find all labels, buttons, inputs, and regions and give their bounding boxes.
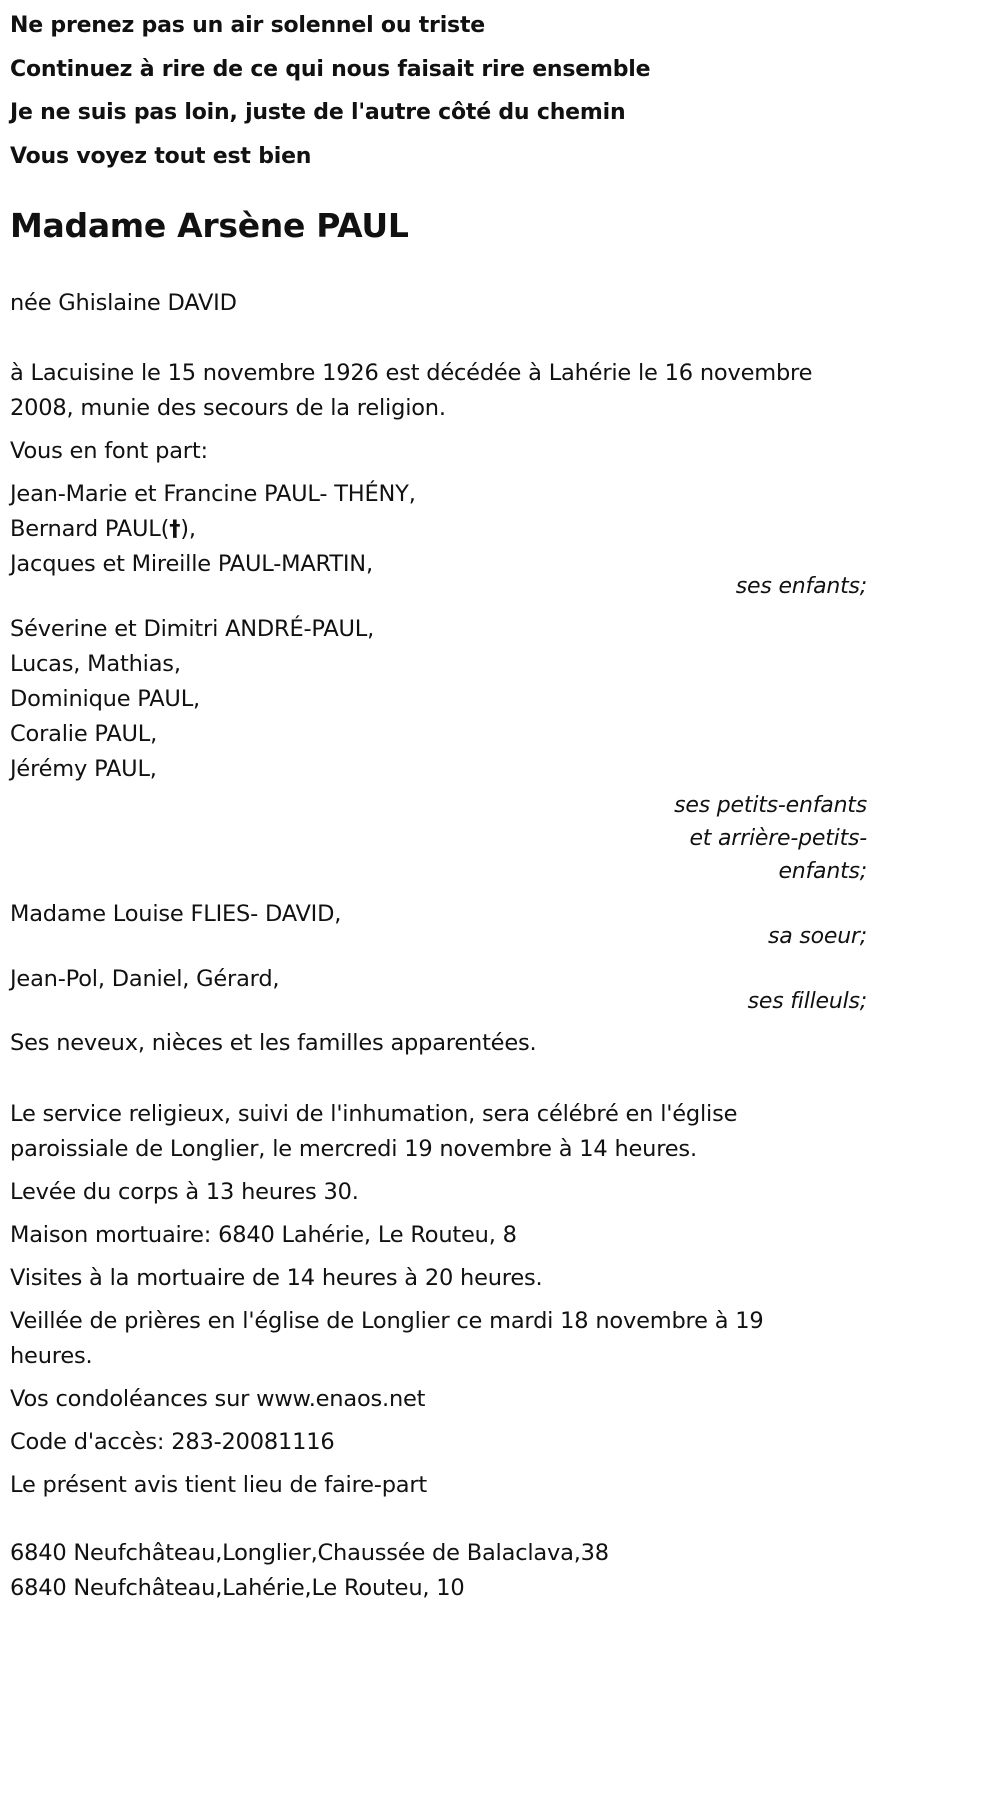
family-member: Séverine et Dimitri ANDRÉ-PAUL,: [10, 616, 375, 642]
family-member: Jean-Pol, Daniel, Gérard,: [10, 966, 280, 992]
condolences-link[interactable]: www.enaos.net: [256, 1386, 426, 1412]
relation-label: ses petits-enfants et arrière-petits- enfants;: [674, 793, 867, 884]
relation-label: ses enfants;: [735, 574, 867, 599]
sister-group: [10, 897, 867, 953]
family-member: Jean-Marie et Francine PAUL- THÉNY,: [10, 481, 416, 507]
address-line: 6840 Neufchâteau,Lahérie,Le Routeu, 10: [10, 1575, 465, 1601]
visiting-hours: Visites à la mortuaire de 14 heures à 20 heures.: [10, 1265, 543, 1291]
bio-line: 2008, munie des secours de la religion.: [10, 395, 446, 421]
deceased-name: Madame Arsène PAUL: [10, 206, 409, 245]
family-member: Coralie PAUL,: [10, 721, 158, 747]
poem-line: Continuez à rire de ce qui nous faisait rire ensemble: [10, 56, 651, 82]
notice-statement: Le présent avis tient lieu de faire-part: [10, 1472, 428, 1498]
ceremony-line: Le service religieux, suivi de l'inhumation, sera célébré en l'église: [10, 1101, 738, 1127]
poem: [10, 4, 867, 178]
maiden-name: née Ghislaine DAVID: [10, 290, 237, 316]
cross-icon: †: [169, 516, 181, 542]
family-member: Lucas, Mathias,: [10, 651, 181, 677]
ceremony-info: [10, 1097, 867, 1167]
relation-label: sa soeur;: [768, 924, 867, 949]
body-lifting-time: Levée du corps à 13 heures 30.: [10, 1179, 359, 1205]
family-member: Dominique PAUL,: [10, 686, 200, 712]
ceremony-line: paroissiale de Longlier, le mercredi 19 novembre à 14 heures.: [10, 1136, 697, 1162]
family-member: Jérémy PAUL,: [10, 756, 157, 782]
poem-line: Je ne suis pas loin, juste de l'autre côté du chemin: [10, 100, 626, 125]
address-line: 6840 Neufchâteau,Longlier,Chaussée de Balaclava,38: [10, 1540, 609, 1566]
condolences: Vos condoléances sur www.enaos.net: [10, 1386, 426, 1412]
family-member: Bernard PAUL(†),: [10, 516, 196, 542]
children-group: [10, 477, 867, 603]
vigil-line: heures.: [10, 1343, 93, 1369]
access-code: Code d'accès: 283-20081116: [10, 1429, 335, 1455]
extended-family: Ses neveux, nièces et les familles apparentées.: [10, 1030, 537, 1056]
godchildren-group: [10, 962, 867, 1018]
grandchildren-group: [10, 612, 867, 888]
family-member: Jacques et Mireille PAUL-MARTIN,: [10, 551, 373, 577]
family-member: Madame Louise FLIES- DAVID,: [10, 901, 342, 927]
poem-line: Vous voyez tout est bien: [10, 143, 312, 169]
vigil-line: Veillée de prières en l'église de Longlier ce mardi 18 novembre à 19: [10, 1308, 764, 1334]
bio-line: à Lacuisine le 15 novembre 1926 est décédée à Lahérie le 16 novembre: [10, 360, 813, 386]
funeral-home: Maison mortuaire: 6840 Lahérie, Le Routeu, 8: [10, 1222, 517, 1248]
poem-line: Ne prenez pas un air solennel ou triste: [10, 13, 485, 38]
relation-label: ses filleuls;: [747, 989, 867, 1014]
vigil-info: [10, 1304, 867, 1374]
birth-death-info: [10, 356, 867, 426]
addresses: [10, 1536, 867, 1606]
announcement-intro: Vous en font part:: [10, 438, 208, 464]
